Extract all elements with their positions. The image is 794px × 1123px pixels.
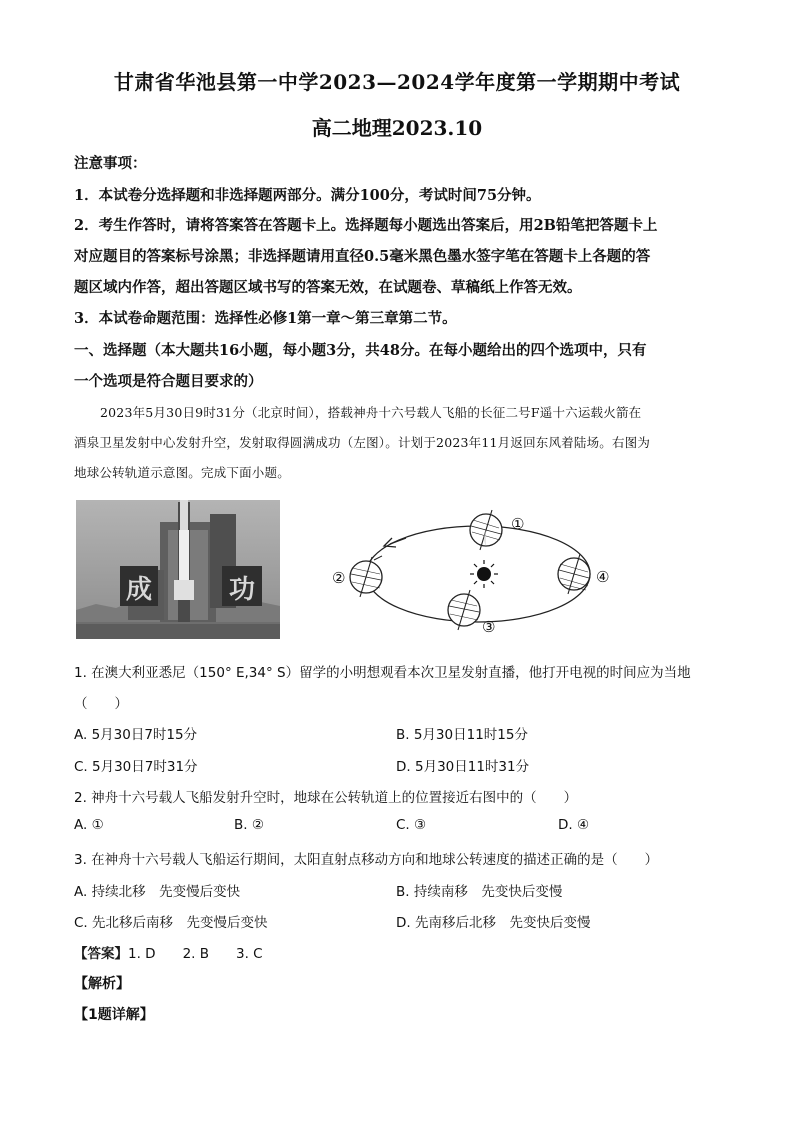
question-3-stem: 3. 在神舟十六号载人飞船运行期间，太阳直射点移动方向和地球公转速度的描述正确的是（ ） [74, 852, 659, 868]
orbit-svg [318, 502, 618, 642]
position-label-1: ① [511, 515, 525, 533]
question-3-option-c[interactable]: C. 先北移后南移 先变慢后变快 [74, 915, 268, 931]
notice-item-2-line-2: 对应题目的答案标号涂黑；非选择题请用直径0.5毫米黑色墨水签字笔在答题卡上各题的答 [74, 248, 651, 265]
analysis-label: 【解析】 [74, 976, 130, 992]
question-2-option-a[interactable]: A. ① [74, 817, 104, 833]
notice-item-3: 3．本试卷命题范围：选择性必修1第一章～第三章第二节。 [74, 310, 457, 327]
launch-photo [76, 500, 280, 639]
earth-position-1-icon [470, 510, 502, 550]
notice-item-2-line-3: 题区域内作答，超出答题区域书写的答案无效，在试题卷、草稿纸上作答无效。 [74, 279, 582, 296]
earth-position-2-icon [350, 556, 382, 597]
intro-line-2: 酒泉卫星发射中心发射升空，发射取得圆满成功（左图）。计划于2023年11月返回东风着陆场。右图为 [74, 435, 651, 450]
intro-line-3: 地球公转轨道示意图。完成下面小题。 [74, 465, 290, 480]
sun-icon [470, 560, 498, 588]
answer-label: 【答案】 [74, 946, 128, 962]
question-2-stem: 2. 神舟十六号载人飞船发射升空时，地球在公转轨道上的位置接近右图中的（ ） [74, 790, 578, 806]
notice-item-2-line-1: 2．考生作答时，请将答案答在答题卡上。选择题每小题选出答案后，用2B铅笔把答题卡上 [74, 217, 658, 234]
orbit-arrow-icon [390, 538, 406, 544]
photo-sign-left: 成 [125, 575, 153, 605]
intro-line-1: 2023年5月30日9时31分（北京时间），搭载神舟十六号载人飞船的长征二号F遥十六运载火箭在 [100, 405, 642, 420]
answer-values: 1. D 2. B 3. C [128, 946, 263, 962]
question-2-option-d[interactable]: D. ④ [558, 817, 590, 833]
question-1-stem-line-2: （ ） [74, 696, 128, 712]
question-1-option-d[interactable]: D. 5月30日11时31分 [396, 759, 530, 775]
earth-position-3-icon [448, 590, 480, 630]
question-2-option-b[interactable]: B. ② [234, 817, 264, 833]
question-3-option-b[interactable]: B. 持续南移 先变快后变慢 [396, 884, 563, 900]
position-label-2: ② [332, 569, 346, 587]
question-3-option-a[interactable]: A. 持续北移 先变慢后变快 [74, 884, 241, 900]
section-1-heading-line-2: 一个选项是符合题目要求的） [74, 373, 263, 390]
question-2-option-c[interactable]: C. ③ [396, 817, 427, 833]
notice-item-1: 1．本试卷分选择题和非选择题两部分。满分100分，考试时间75分钟。 [74, 187, 541, 204]
question-1-stem-line-1: 1. 在澳大利亚悉尼（150° E,34° S）留学的小明想观看本次卫星发射直播，他打开电视的时间应为当地 [74, 665, 691, 681]
notice-heading: 注意事项： [74, 155, 147, 172]
section-1-heading-line-1: 一、选择题（本大题共16小题，每小题3分，共48分。在每小题给出的四个选项中，只有 [74, 342, 647, 359]
position-label-4: ④ [596, 568, 610, 586]
analysis-sub-label: 【1题详解】 [74, 1007, 154, 1023]
question-1-option-b[interactable]: B. 5月30日11时15分 [396, 727, 528, 743]
question-1-option-c[interactable]: C. 5月30日7时31分 [74, 759, 198, 775]
exam-title: 甘肃省华池县第一中学2023—2024学年度第一学期期中考试 [113, 70, 681, 94]
launch-photo-graphic [76, 500, 280, 639]
position-label-3: ③ [482, 618, 496, 636]
question-3-option-d[interactable]: D. 先南移后北移 先变快后变慢 [396, 915, 591, 931]
photo-sign-right: 功 [228, 575, 256, 605]
answer-row [74, 942, 263, 962]
earth-orbit-diagram [318, 502, 618, 642]
question-1-option-a[interactable]: A. 5月30日7时15分 [74, 727, 198, 743]
exam-subtitle: 高二地理2023.10 [311, 116, 483, 140]
